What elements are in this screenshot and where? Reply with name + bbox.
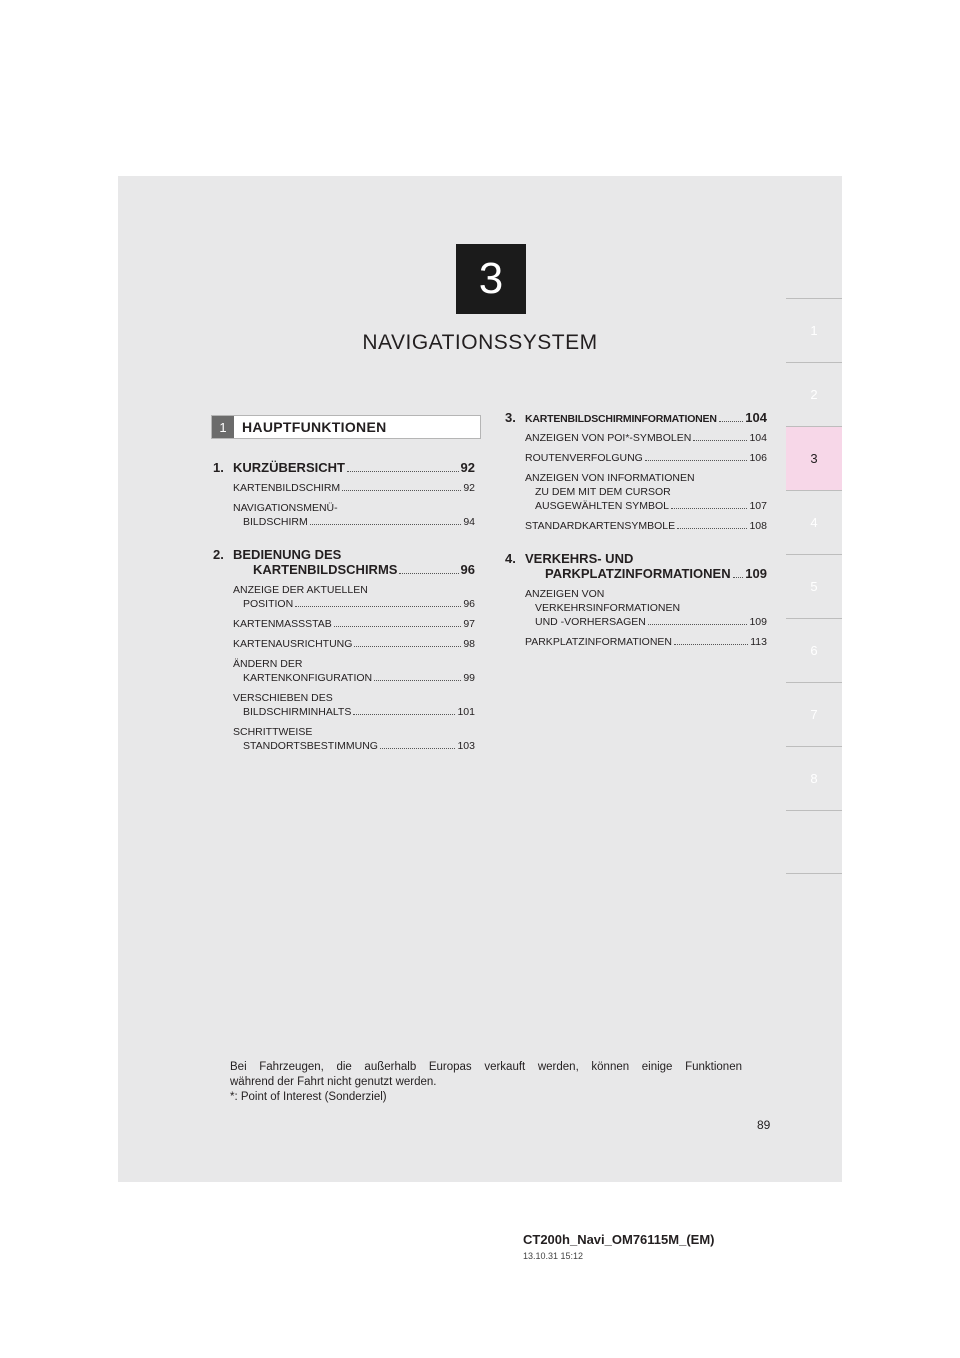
footnote <box>230 1060 742 1105</box>
toc-sub-title: ANZEIGEN VON <box>525 588 605 600</box>
toc-chapter-entry[interactable] <box>505 410 767 425</box>
toc-sub-entry[interactable] <box>505 519 767 533</box>
section-number: 1 <box>212 416 234 438</box>
tab-2[interactable]: 2 <box>786 362 842 426</box>
toc-sub-entry[interactable] <box>213 501 475 529</box>
toc-sub-title: ANZEIGEN VON POI*-SYMBOLEN <box>525 432 692 444</box>
toc-sub-entry[interactable] <box>505 635 767 649</box>
section-header <box>211 415 481 439</box>
toc-page-number: 97 <box>463 618 475 630</box>
leader-dots <box>380 748 456 749</box>
toc-sub-entry[interactable] <box>505 431 767 445</box>
leader-dots <box>733 577 744 578</box>
tab-3-active[interactable]: 3 <box>786 426 842 490</box>
leader-dots <box>674 644 748 645</box>
toc-page-number: 96 <box>460 562 475 577</box>
leader-dots <box>374 680 461 681</box>
toc-sub-title: ANZEIGEN VON INFORMATIONEN <box>525 472 695 484</box>
toc-page-number: 108 <box>749 520 767 532</box>
leader-dots <box>693 440 747 441</box>
toc-sub-title-cont: VERKEHRSINFORMATIONEN <box>535 602 681 614</box>
toc-sub-title-cont: BILDSCHIRM <box>243 516 308 528</box>
chapter-number: 3 <box>478 254 504 303</box>
footnote-line: Bei Fahrzeugen, die außerhalb Europas verkauft werden, können einige Funktionen <box>230 1061 742 1073</box>
leader-dots <box>645 460 748 461</box>
toc-right-column <box>505 410 767 655</box>
tab-6[interactable]: 6 <box>786 618 842 682</box>
footnote-asterisk: *: Point of Interest (Sonderziel) <box>230 1091 387 1103</box>
toc-entry-title-cont: PARKPLATZINFORMATIONEN <box>545 566 731 581</box>
toc-page-number: 103 <box>457 740 475 752</box>
toc-sub-title-cont: ZU DEM MIT DEM CURSOR <box>535 486 671 498</box>
footnote-line: während der Fahrt nicht genutzt werden. <box>230 1076 437 1088</box>
toc-page-number: 107 <box>749 500 767 512</box>
toc-sub-entry[interactable] <box>213 691 475 719</box>
toc-entry-title-cont: KARTENBILDSCHIRMS <box>253 562 398 577</box>
leader-dots <box>310 524 462 525</box>
toc-sub-title-cont: STANDORTSBESTIMMUNG <box>243 740 378 752</box>
toc-page-number: 94 <box>463 516 475 528</box>
toc-entry-title: KURZÜBERSICHT <box>233 460 345 475</box>
leader-dots <box>342 490 461 491</box>
leader-dots <box>671 508 747 509</box>
leader-dots <box>648 624 748 625</box>
tab-7[interactable]: 7 <box>786 682 842 746</box>
toc-page-number: 109 <box>745 566 767 581</box>
toc-sub-entry[interactable] <box>213 637 475 651</box>
toc-sub-entry[interactable] <box>213 657 475 685</box>
leader-dots <box>347 471 459 472</box>
toc-page-number: 98 <box>463 638 475 650</box>
toc-page-number: 104 <box>749 432 767 444</box>
toc-chapter-entry[interactable] <box>213 547 475 577</box>
toc-sub-entry[interactable] <box>505 451 767 465</box>
toc-page-number: 104 <box>745 410 767 425</box>
leader-dots <box>719 421 744 422</box>
toc-sub-title: KARTENBILDSCHIRM <box>233 482 341 494</box>
toc-page-number: 109 <box>749 616 767 628</box>
toc-sub-entry[interactable] <box>213 583 475 611</box>
toc-sub-title: KARTENMASSSTAB <box>233 618 332 630</box>
toc-entry-title: BEDIENUNG DES <box>233 547 342 562</box>
leader-dots <box>353 714 455 715</box>
tab-4[interactable]: 4 <box>786 490 842 554</box>
toc-sub-title: ROUTENVERFOLGUNG <box>525 452 643 464</box>
toc-sub-title: ÄNDERN DER <box>233 658 303 670</box>
toc-page-number: 92 <box>463 482 475 494</box>
toc-sub-title: KARTENAUSRICHTUNG <box>233 638 353 650</box>
toc-sub-title-cont: KARTENKONFIGURATION <box>243 672 373 684</box>
chapter-number-box <box>456 244 526 314</box>
toc-entry-number: 3. <box>505 410 516 425</box>
chapter-title: NAVIGATIONSSYSTEM <box>362 331 598 354</box>
leader-dots <box>295 606 461 607</box>
toc-sub-entry[interactable] <box>213 617 475 631</box>
toc-sub-entry[interactable] <box>505 587 767 629</box>
toc-sub-title: SCHRITTWEISE <box>233 726 313 738</box>
toc-sub-title: VERSCHIEBEN DES <box>233 692 333 704</box>
toc-entry-title: KARTENBILDSCHIRMINFORMATIONEN <box>525 413 717 425</box>
toc-entry-number: 1. <box>213 460 224 475</box>
toc-left-column <box>213 460 475 759</box>
toc-entry-title: VERKEHRS- UND <box>525 551 634 566</box>
toc-sub-title-cont: UND -VORHERSAGEN <box>535 616 646 628</box>
tab-1[interactable]: 1 <box>786 298 842 362</box>
tab-blank[interactable] <box>786 810 842 874</box>
leader-dots <box>399 573 458 574</box>
toc-sub-title: PARKPLATZINFORMATIONEN <box>525 636 673 648</box>
toc-page-number: 113 <box>750 636 767 648</box>
toc-page-number: 92 <box>460 460 475 475</box>
toc-entry-number: 2. <box>213 547 224 562</box>
leader-dots <box>677 528 747 529</box>
toc-page-number: 96 <box>463 598 475 610</box>
toc-sub-entry[interactable] <box>213 481 475 495</box>
toc-page-number: 99 <box>463 672 475 684</box>
toc-page-number: 101 <box>457 706 475 718</box>
toc-sub-title-cont: BILDSCHIRMINHALTS <box>243 706 352 718</box>
section-title: HAUPTFUNKTIONEN <box>242 419 387 435</box>
chapter-tabs <box>786 298 842 874</box>
toc-page-number: 106 <box>749 452 767 464</box>
leader-dots <box>354 646 461 647</box>
toc-sub-entry[interactable] <box>505 471 767 513</box>
document-id: CT200h_Navi_OM76115M_(EM) <box>523 1232 715 1247</box>
toc-sub-title-cont: POSITION <box>243 598 294 610</box>
toc-chapter-entry[interactable] <box>213 460 475 475</box>
print-timestamp: 13.10.31 15:12 <box>523 1251 584 1261</box>
toc-sub-title: STANDARDKARTENSYMBOLE <box>525 520 676 532</box>
page-number: 89 <box>757 1118 771 1132</box>
leader-dots <box>334 626 462 627</box>
toc-sub-title: ANZEIGE DER AKTUELLEN <box>233 584 368 596</box>
toc-sub-entry[interactable] <box>213 725 475 753</box>
toc-chapter-entry[interactable] <box>505 551 767 581</box>
tab-5[interactable]: 5 <box>786 554 842 618</box>
tab-8[interactable]: 8 <box>786 746 842 810</box>
toc-sub-title-cont: AUSGEWÄHLTEN SYMBOL <box>535 500 669 512</box>
toc-sub-title: NAVIGATIONSMENÜ- <box>233 502 338 514</box>
toc-entry-number: 4. <box>505 551 516 566</box>
